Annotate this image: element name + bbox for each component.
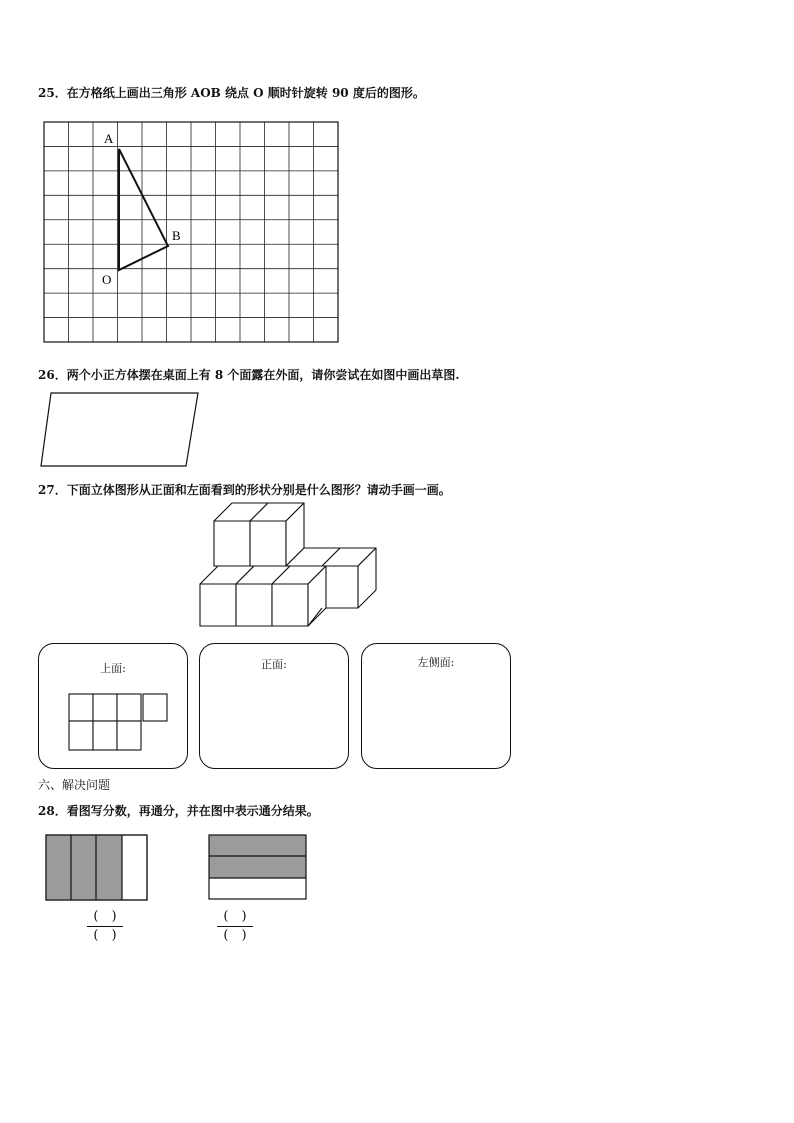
question-text: 两个小正方体摆在桌面上有 8 个面露在外面，请你尝试在如图中画出草图. [66, 368, 460, 382]
question-28 [38, 802, 319, 819]
fraction-bar [87, 926, 123, 927]
numerator-blank[interactable]: ( ) [223, 909, 247, 924]
fraction-figure-vertical[interactable] [45, 834, 149, 902]
cube-solid-figure [198, 503, 378, 628]
question-number: 27． [38, 483, 67, 497]
numerator-blank[interactable]: ( ) [93, 909, 117, 924]
front-view-label: 正面: [261, 658, 287, 671]
top-view-box[interactable] [38, 643, 188, 769]
section-heading: 六、解决问题 [38, 778, 111, 792]
denominator-blank[interactable]: ( ) [93, 928, 117, 943]
grid-paper[interactable] [44, 122, 344, 344]
tabletop-parallelogram[interactable] [39, 392, 201, 468]
top-view-label: 上面: [100, 662, 126, 675]
left-view-label: 左侧面: [417, 656, 455, 669]
question-number: 26． [38, 368, 67, 382]
denominator-blank[interactable]: ( ) [223, 928, 247, 943]
question-number: 25． [38, 86, 67, 100]
question-25 [38, 84, 425, 101]
question-text: 在方格纸上画出三角形 AOB 绕点 O 顺时针旋转 90 度后的图形。 [66, 86, 425, 100]
point-label-a: A [104, 131, 114, 146]
front-view-box[interactable] [199, 643, 349, 769]
question-text: 看图写分数，再通分，并在图中表示通分结果。 [66, 804, 319, 818]
point-label-o: O [102, 272, 112, 287]
question-text: 下面立体图形从正面和左面看到的形状分别是什么图形？请动手画一画。 [66, 483, 451, 497]
fraction-answer-2[interactable] [215, 909, 255, 944]
question-number: 28． [38, 804, 67, 818]
question-27 [38, 481, 451, 498]
fraction-figure-horizontal[interactable] [208, 834, 308, 902]
point-label-b: B [172, 228, 181, 243]
top-view-squares [69, 692, 169, 752]
fraction-answer-1[interactable] [85, 909, 125, 944]
fraction-bar [217, 926, 253, 927]
left-view-box[interactable] [361, 643, 511, 769]
triangle-aob [119, 149, 168, 270]
question-26 [38, 366, 460, 383]
